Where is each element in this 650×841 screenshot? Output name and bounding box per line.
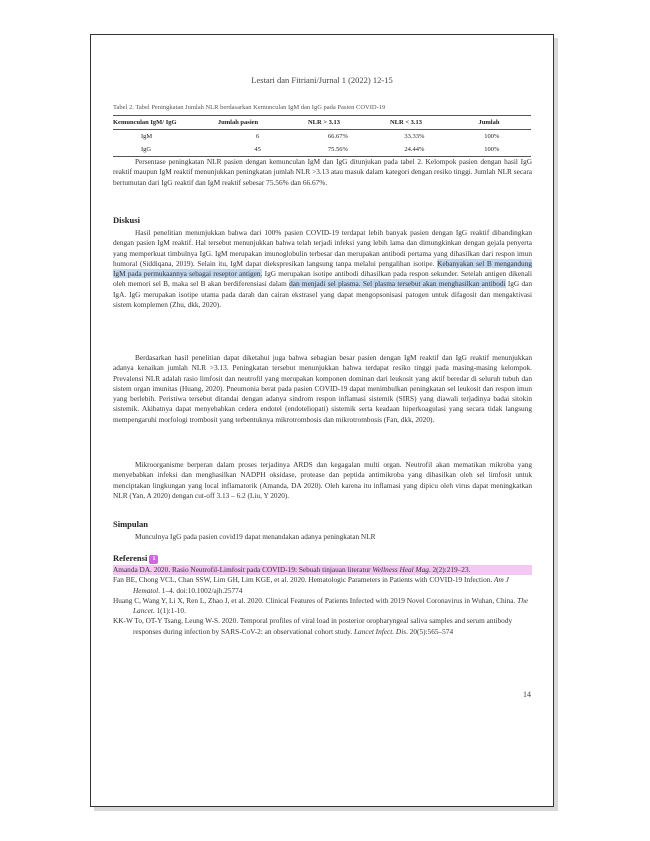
reference-item[interactable] — [113, 565, 532, 575]
table-cell: 6 — [256, 133, 260, 140]
table-header-row — [113, 115, 531, 130]
annotation-marker-icon[interactable] — [149, 555, 158, 564]
reference-text: . 1(1):1-10. — [152, 606, 186, 616]
section-heading-simpulan: Simpulan — [113, 519, 148, 529]
table-row — [113, 143, 531, 157]
table-caption: Tabel 2. Tabel Peningkatan Jumlah NLR berdasarkan Kemunculan IgM dan IgG pada Pasien COVID-19 — [113, 104, 386, 111]
results-paragraph: Persentase peningkatan NLR pasien dengan kemunculan IgM dan IgG ditunjukan pada tabel 2. Kelompok pasien dengan hasil IgG reaktif maupun IgM reaktif menunjukkan peningkatan jumlah NLR >3.13 atau masuk dalam kategori dengan resiko tinggi. Jumlah NLR secara bertumutan dari IgG reaktif dan IgM reaktif sebesar 75.56% dan 66.67%. — [113, 157, 532, 187]
table-cell: 33.33% — [404, 133, 425, 140]
document-page — [90, 34, 554, 807]
table-cell: 75.56% — [327, 146, 348, 153]
reference-journal: Lancet Infect. Dis — [353, 626, 407, 636]
diskusi-paragraph-1 — [113, 228, 532, 310]
reference-journal: Wellness Heal Mag — [372, 565, 429, 574]
section-heading-diskusi: Diskusi — [113, 215, 140, 225]
reference-item — [113, 616, 532, 637]
reference-text: KK-W To, OT-Y Tsang, Leung W-S. 2020. Temporal profiles of viral load in posterior oropharyngeal saliva samples and serum antibody responses during infection by SARS-CoV-2: an observational cohort study. — [113, 616, 513, 636]
table-header-cell: NLR > 3.13 — [307, 119, 341, 126]
table-header-cell: Jumlah pasien — [217, 119, 259, 126]
table-row — [113, 130, 531, 143]
reference-journal: Am J Hematol — [133, 575, 509, 595]
text-run: IgG merupakan isotipe antibodi dihasilkan pada respon sekunder. Setelah antigen dikenali oleh memori sel B, maka sel B akan berdiferensiasi dalam — [113, 269, 532, 289]
reference-text: Fan BE, Chong VCL, Chan SSW, Lim GH, Lim KGE, et al. 2020. Hematologic Parameters in Patients with COVID-19 Infection. — [113, 575, 495, 585]
results-table — [113, 115, 531, 157]
reference-text: . 20(5):565–574 — [406, 626, 454, 636]
table-cell: 45 — [254, 146, 261, 153]
text-run: Hasil penelitian menunjukkan bahwa dari 100% pasien COVID-19 terdapat lebih banyak pasien dengan IgG reaktif dibandingkan dengan pasien IgM reaktif. Hal tersebut menunjukkan bahwa telah terjadi infeksi yang lebih lama dan dimungkinkan dengan gejala penyerta yang memperkuat timbulnya IgG. IgM merupakan imunoglobulin terbesar dan merupakan antibodi pertama yang dihasilkan dari respon imun humoral (Siddiqana, 2019). Selain itu, IgM dapat diekspresikan langsung tanpa melalui pengalihan isotipe. — [113, 228, 532, 268]
running-header: Lestari dan Fitriani/Jurnal 1 (2022) 12-15 — [251, 75, 393, 85]
reference-item — [113, 575, 532, 596]
table-cell: 66.67% — [327, 133, 348, 140]
table-header-cell: NLR < 3.13 — [389, 119, 423, 126]
highlighted-text[interactable]: dan menjadi sel plasma. Sel plasma tersebut akan menghasilkan antibodi — [289, 279, 506, 289]
reference-list — [113, 565, 532, 637]
table-cell: 100% — [484, 146, 500, 153]
table-cell: 100% — [484, 133, 500, 140]
table-cell: IgM — [141, 133, 153, 140]
diskusi-paragraph-2: Berdasarkan hasil penelitian dapat diketahui juga bahwa sebagian besar pasien dengan IgM reaktif dan IgG reaktif menunjukkan adanya kenaikan jumlah NLR >3.13. Peningkatan tersebut menunjukkan bahwa terdapat resiko tinggi pada masing-masing kelompok. Prevalensi NLR adalah rasio limfosit dan neutrofil yang merupakan komponen dominan dari leukosit yang aktif beredar di seluruh tubuh dan sistem organ imunitas (Huang, 2020). Pneumonia berat pada pasien COVID-19 dapat menimbulkan peningkatan sel leukosit dan respon imun yang berlebih. Peristiwa tersebut ditandai dengan adanya sindrom respon inflamasi sistemik (SIRS) yang diawali terjadinya badai sitokin sistemik. Akibatnya dapat menyebabkan cedera endotel (endoteliopati) sistemik serta keadaan hiperkoagulasi yang secara tidak langsung mempengaruhi morfologi trombosit yang terbentuknya mikrotrombosis dan mikrotrombosis (Fan, dkk, 2020). — [113, 353, 532, 424]
referensi-title: Referensi — [113, 553, 148, 563]
diskusi-paragraph-3: Mikroorganisme berperan dalam proses terjadinya ARDS dan kegagalan multi organ. Neutrofil akan mematikan mikroba yang menyebabkan infeksi dan menghasilkan NADPH oksidase, protease dan peptida antimikroba yang dihasilkan oleh sel limfosit untuk menciptakan lingkungan yang local inflamatorik (Amanda, DA 2020). Oleh karena itu inflamasi yang dipicu oleh virus dapat meningkatkan NLR (Yan, A 2020) dengan cut-off 3.13 – 6.2 (Liu, Y 2020). — [113, 460, 532, 500]
reference-text: Huang C, Wang Y, Li X, Ren L, Zhao J, et al. 2020. Clinical Features of Patients Infected with 2019 Novel Coronavirus in Wuhan, China. — [113, 595, 518, 605]
reference-text: . 1–4. doi:10.1002/ajh.25774 — [158, 585, 243, 595]
reference-text: Amanda DA. 2020. Rasio Neutrofil-Limfosit pada COVID-19: Sebuah tinjauan literatur — [113, 565, 373, 574]
table-header-cell: Jumlah — [478, 119, 500, 126]
table-cell: 24.44% — [404, 146, 425, 153]
table-header-cell: Kemunculan IgM/ IgG — [113, 119, 177, 126]
reference-item — [113, 596, 532, 617]
text-run: IgG dan IgA. IgG merupakan isotipe utama pada darah dan cairan ekstrasel yang dapat mengopsonisasi patogen untuk difagosit dan mengaktivasi sistem komplemen (Zhu, dkk, 2020). — [113, 279, 532, 310]
reference-text: . 2(2):219–23. — [428, 565, 471, 574]
table-cell: IgG — [141, 146, 152, 153]
page-number: 14 — [523, 690, 531, 699]
highlighted-text[interactable]: Kebanyakan sel B mengandung IgM pada permukaannya sebagai reseptor antigen. — [113, 258, 533, 279]
reference-journal: The Lancet — [133, 595, 529, 616]
annotation-marker-number: 1 — [152, 555, 156, 562]
section-heading-referensi — [113, 553, 158, 564]
simpulan-text: Munculnya IgG pada pasien covid19 dapat menandakan adanya peningkatan NLR — [135, 532, 376, 541]
